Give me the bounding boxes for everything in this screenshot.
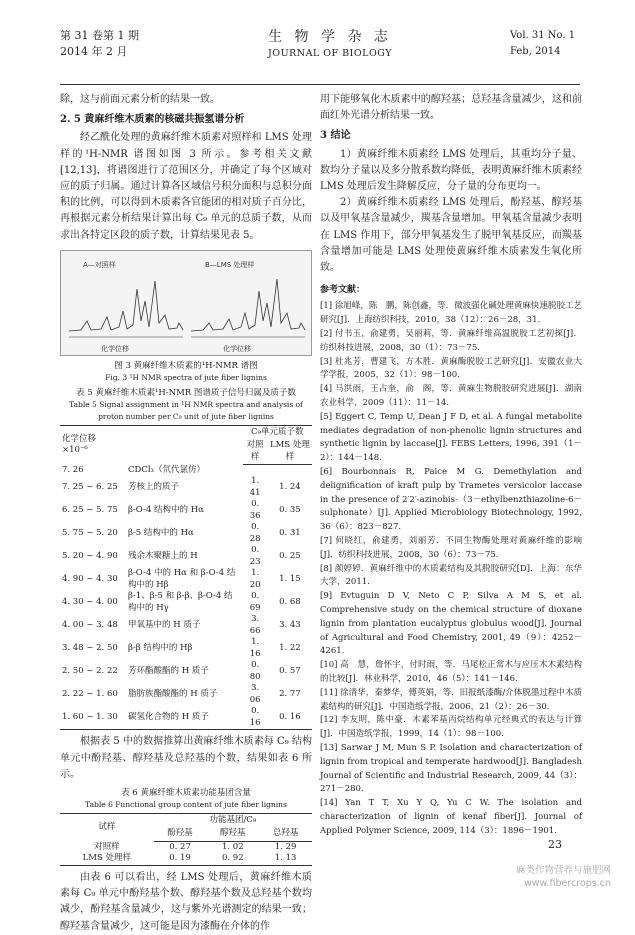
table5-cell: 2. 50 ~ 2. 22 (62, 666, 118, 677)
reference-item: [3] 杜兆芳，曹建飞，方木胜．黄麻酶脱胶工艺研究[J]．安徽农业大学学报，2005，32（1）：98－100. (320, 356, 582, 381)
table5-cell: β-1、β-5 和 β-β、β-O-4 结构中的 Hγ (128, 591, 233, 613)
table5-cell: 1. 22 (279, 643, 301, 654)
table6-body (60, 841, 312, 865)
table5-cell: 0. 31 (279, 528, 301, 539)
table6-row (60, 853, 312, 865)
reference-item: [7] 何晓红，俞建勇，刘丽芳．不同生物酶处理对黄麻纤维的影响[J]．纺织科技进展，2008，30（6）：73－75. (320, 535, 582, 560)
table5 (60, 425, 312, 731)
date-en: Feb, 2014 (510, 46, 561, 57)
table6-col-phenolic: 酚羟基 (154, 827, 207, 841)
references-heading: 参考文献： (320, 285, 366, 296)
table6-cell: 0. 19 (154, 853, 207, 865)
table5-cell: 甲氧基中的 H 质子 (128, 620, 201, 631)
nmr-spectra-image (61, 251, 311, 355)
left-column (60, 92, 312, 935)
page-number: 23 (548, 838, 562, 851)
figure-axis-label-a: 化学位移 (101, 344, 129, 353)
table5-row (60, 683, 312, 706)
table6-title-cn: 表 6 黄麻纤维木质素功能基团含量 (121, 787, 251, 798)
table5-cell: 0. 35 (279, 505, 301, 516)
table5-cell: 0. 57 (279, 666, 301, 677)
table6-cell: 1. 13 (259, 853, 312, 865)
section-heading: 3 结论 (320, 130, 351, 142)
reference-item: [1] 徐旭峰，陈 鹏，陈创鑫，等．微波强化碱处理黄麻快速脱胶工艺研究[J]．上海纺织科技，2010，38（12）：26－28，31. (320, 301, 582, 326)
table6-header-sample: 试样 (60, 813, 154, 841)
header-rule (60, 84, 580, 85)
watermark-en: www.fibercrops.cn (524, 878, 611, 889)
table5-cell: β-5 结构中的 Hα (128, 528, 194, 539)
table5-header-assign (126, 425, 243, 465)
references-list (320, 300, 582, 838)
table5-header-shift: 化学位移 ×10⁻⁶ (60, 425, 126, 465)
table5-cell: 0. 25 (279, 551, 301, 562)
table5-cell: 6. 25 ~ 5. 75 (62, 505, 118, 516)
table6-cell: LMS 处理样 (60, 853, 154, 865)
header-left (60, 28, 139, 60)
table5-title-en: Table 5 Signal assignment in ¹H NMR spectra and analysis of proton number per C₉ unit of jute fiber lignins (69, 399, 303, 421)
table5-row (60, 465, 312, 477)
table5-row (60, 522, 312, 545)
table6-header-group: 功能基团/C₉ (154, 813, 312, 827)
reference-item: [12] 李友明，陈中豪．木素苯基丙烷结构单元经典式的表达与计算[J]．中国造纸学报，1999，14（1）：98－100. (320, 715, 582, 740)
table5-cell: 1. 41 (249, 476, 261, 498)
table5-row (60, 706, 312, 730)
reference-item: [5] Eggert C, Temp U, Dean J F D, et al. A fungal metabolite mediates degradation of non-phenolic lignin structures and synthetic lignin by laccase[J]. FEBS Letters, 1996, 391（1－2）：144－148. (320, 411, 582, 464)
conclusion-1: 1）黄麻纤维木质素经 LMS 处理后，其重均分子量、数均分子量以及多分散系数均降低，表明黄麻纤维木质素经 LMS 处理后发生降解反应，分子量的分布更均一。 (320, 148, 582, 193)
table5-cell: 4. 00 ~ 3. 48 (62, 620, 118, 631)
table6-col-total: 总羟基 (259, 827, 312, 841)
table5-cell: 1. 20 (249, 568, 261, 590)
table5-cell: 1. 60 ~ 1. 30 (60, 706, 126, 730)
table6-row (60, 841, 312, 853)
table6-title-en: Table 6 Functional group content of jute fiber lignins (85, 799, 287, 809)
table5-cell: 1. 16 (249, 637, 261, 659)
reference-item: [14] Yan T T, Xu Y Q, Yu C W. The isolation and characterization of lignin of kenaf fiber[J]. Journal of Applied Polymer Science, 2009, 114（3）：1896－1901. (320, 798, 582, 836)
journal-title (260, 26, 400, 59)
table5-cell: 4. 30 ~ 4. 00 (62, 597, 118, 608)
table5-cell: 2. 22 ~ 1. 60 (62, 689, 118, 700)
table5-header-lms: LMS 处理样 (268, 439, 312, 465)
table6 (60, 813, 312, 866)
figure-caption-en: Fig. 3 ¹H NMR spectra of jute fiber lignins (105, 372, 267, 382)
paragraph: 用下能够氧化木质素中的醇羟基；总羟基含量减少，这和前面红外光谱分析结果一致。 (320, 94, 582, 122)
reference-item: [6] Bourbonnais R, Paice M G. Demethylation and delignification of kraft pulp by Trametes versicolor laccase in the presence of 2′2′-azinobis-（3－ethylbenzthiazoline-6－sulphonate）[J]. Applied Microbiology Biotechnology, 1992, 36（6）：823－827. (320, 467, 582, 533)
reference-item: [9] Evtuguin D V, Neto C P, Silva A M S, et al. Comprehensive study on the chemical structure of dioxane lignin from plantation eucalyptus globulus wood[J]. Journal of Agricultural and Food Chemistry, 2001, 49（9）：4252－4261. (320, 591, 582, 657)
reference-item: [11] 徐清华，秦梦华，傅英娟，等．旧报纸漆酶/介体脱墨过程中木质素结构的研究[J]．中国造纸学报，2006，21（2）：26－30. (320, 687, 582, 712)
table5-cell: 1. 15 (279, 574, 301, 585)
right-column (320, 92, 582, 839)
table5-cell: 5. 20 ~ 4. 90 (62, 551, 118, 562)
table5-row (60, 591, 312, 614)
table5-cell: 芳环酯酸酯的 H 质子 (128, 666, 209, 677)
nmr-figure (60, 250, 312, 356)
table5-cell: 3. 06 (249, 683, 261, 705)
table5-row (60, 476, 312, 499)
figure-axis-label-b: 化学位移 (223, 344, 251, 353)
table5-cell: 0. 16 (268, 706, 312, 730)
table5-row (60, 660, 312, 683)
conclusion-2: 2）黄麻纤维木质素经 LMS 处理后，酚羟基、醇羟基以及甲氧基含量减少，羰基含量增加。甲氧基含量减少表明在 LMS 作用下，部分甲氧基发生了脱甲氧基反应，而羰基含量增加可能是 LMS 处理使黄麻纤维木质素发生氧化所致。 (320, 197, 582, 274)
paragraph: 由表 6 可以看出，经 LMS 处理后，黄麻纤维木质素每 C₉ 单元中酚羟基个数、醇羟基个数及总羟基个数均减少，酚羟基含量减少，这与紫外光谱测定的结果一致；醇羟基含量减少，这可能是因为漆酶在介体的作 (60, 871, 312, 932)
table5-cell: 0. 68 (279, 597, 301, 608)
table5-row (60, 545, 312, 568)
table5-cell: 7. 25 ~ 6. 25 (62, 482, 118, 493)
reference-item: [8] 颜婷婷．黄麻纤维中的木质素结构及其脱胶研究[D]．上海：东华大学，2011. (320, 563, 582, 588)
reference-item: [13] Sarwar J M, Mun S P. Isolation and characterization of lignin from tropical and temperate hardwood[J]. Bangladesh Journal of Scientific and Industrial Research, 2009, 44（3）：271－280. (320, 742, 582, 795)
journal-title-en: JOURNAL OF BIOLOGY (268, 48, 392, 59)
table5-cell: 3. 66 (249, 614, 261, 636)
table5-cell: 碳氢化合物的 H 质子 (126, 706, 243, 730)
table5-row (60, 568, 312, 591)
vol-issue-cn: 第 31 卷第 1 期 (60, 29, 139, 42)
table5-row (60, 614, 312, 637)
table5-cell: 0. 23 (249, 545, 261, 567)
table5-header-proton: C₉单元质子数 (243, 425, 312, 439)
figure-caption-cn: 图 3 黄麻纤维木质素的¹H-NMR 谱图 (114, 360, 258, 371)
date-cn: 2014 年 2 月 (60, 45, 128, 58)
section-heading: 2. 5 黄麻纤维木质素的核磁共振氢谱分析 (60, 114, 245, 126)
table5-cell: 3. 43 (279, 620, 301, 631)
reference-item: [4] 马洪雨，王占奎，俞 阁，等．黄麻生物脱胶研究进展[J]．湖南农业科学，2009（11）：11－14. (320, 384, 582, 409)
table5-title-cn: 表 5 黄麻纤维木质素¹H-NMR 图谱质子信号归属及质子数 (76, 387, 296, 398)
figure-label-b: B—LMS 处理样 (205, 260, 255, 269)
table5-cell (268, 465, 312, 477)
watermark-cn: 麻类作物营养与施肥网 (515, 865, 611, 876)
paragraph: 除，这与前面元素分析的结果一致。 (60, 94, 220, 105)
table5-cell: 1. 24 (279, 482, 301, 493)
table5-cell: CDCl₃（氘代氯仿） (128, 464, 205, 475)
table5-header-control: 对照样 (243, 439, 268, 465)
table5-cell: 0. 80 (249, 660, 261, 682)
table5-row (60, 637, 312, 660)
table6-cell: 1. 29 (274, 841, 297, 852)
table5-cell: 7. 26 (62, 464, 84, 475)
table5-cell: 0. 69 (249, 591, 261, 613)
table5-cell: 3. 48 ~ 2. 50 (62, 643, 118, 654)
table5-cell: 残余木聚糖上的 H (128, 551, 198, 562)
table5-cell: β-O-4 中的 Hα 和 β-O-4 结构中的 Hβ (128, 568, 236, 590)
page-header (60, 20, 580, 80)
paragraph: 根据表 5 中的数据推算出黄麻纤维木质素每 C₉ 结构单元中酚羟基、醇羟基及总羟基的个数，结果如表 6 所示。 (60, 736, 312, 780)
table5-cell: β-O-4 结构中的 Hα (128, 505, 204, 516)
figure-label-a: A—对照样 (83, 260, 116, 269)
table6-cell: 对照样 (94, 841, 120, 852)
reference-item: [2] 付书玉，俞建勇，吴丽莉，等．黄麻纤维高温脱胶工艺初探[J]．纺织科技进展，2008，30（1）：73－75. (320, 329, 582, 353)
table5-cell: 0. 36 (249, 499, 261, 521)
table5-cell: 4. 90 ~ 4. 30 (62, 574, 118, 585)
reference-item: [10] 高 慧，詹怀宇，付时雨，等．马尾松正常木与应压木木素结构的比较[J]．林业科学，2010，46（5）：141－146. (320, 660, 582, 684)
table6-cell: 0. 92 (206, 853, 259, 865)
header-right (510, 28, 580, 60)
watermark (516, 864, 611, 890)
table6-cell: 0. 27 (169, 841, 191, 852)
table6-col-alcoholic: 醇羟基 (206, 827, 259, 841)
table5-cell: β-β 结构中的 Hβ (128, 643, 193, 654)
table5-cell: 0. 28 (249, 522, 261, 544)
table5-cell: 2. 77 (279, 689, 301, 700)
vol-en: Vol. 31 No. 1 (510, 30, 576, 41)
table5-cell: 芳核上的质子 (128, 482, 180, 493)
journal-title-cn: 生 物 学 杂 志 (268, 29, 392, 45)
table5-cell: 脂肪族酯酸酯的 H 质子 (128, 689, 218, 700)
paragraph: 经乙酰化处理的黄麻纤维木质素对照样和 LMS 处理样的¹H-NMR 谱图如图 3 所示。参考相关文献[12,13]，将谱图进行了范围区分，并确定了每个区域对应的质子归属。通过计算各区域信号积分面积与总积分面积的比例，可以得到木质素各官能团的相对质子百分比，再根据元素分析结果计算出每 C₉ 单元的总质子数，从而求出各特定区段的质子数，计算结果见表 5。 (60, 132, 312, 241)
table5-cell: 5. 75 ~ 5. 20 (62, 528, 118, 539)
table5-row (60, 499, 312, 522)
table6-cell: 1. 02 (221, 841, 244, 852)
table5-cell: 0. 16 (243, 706, 268, 730)
table5-cell (243, 465, 268, 477)
table5-body (60, 465, 312, 730)
